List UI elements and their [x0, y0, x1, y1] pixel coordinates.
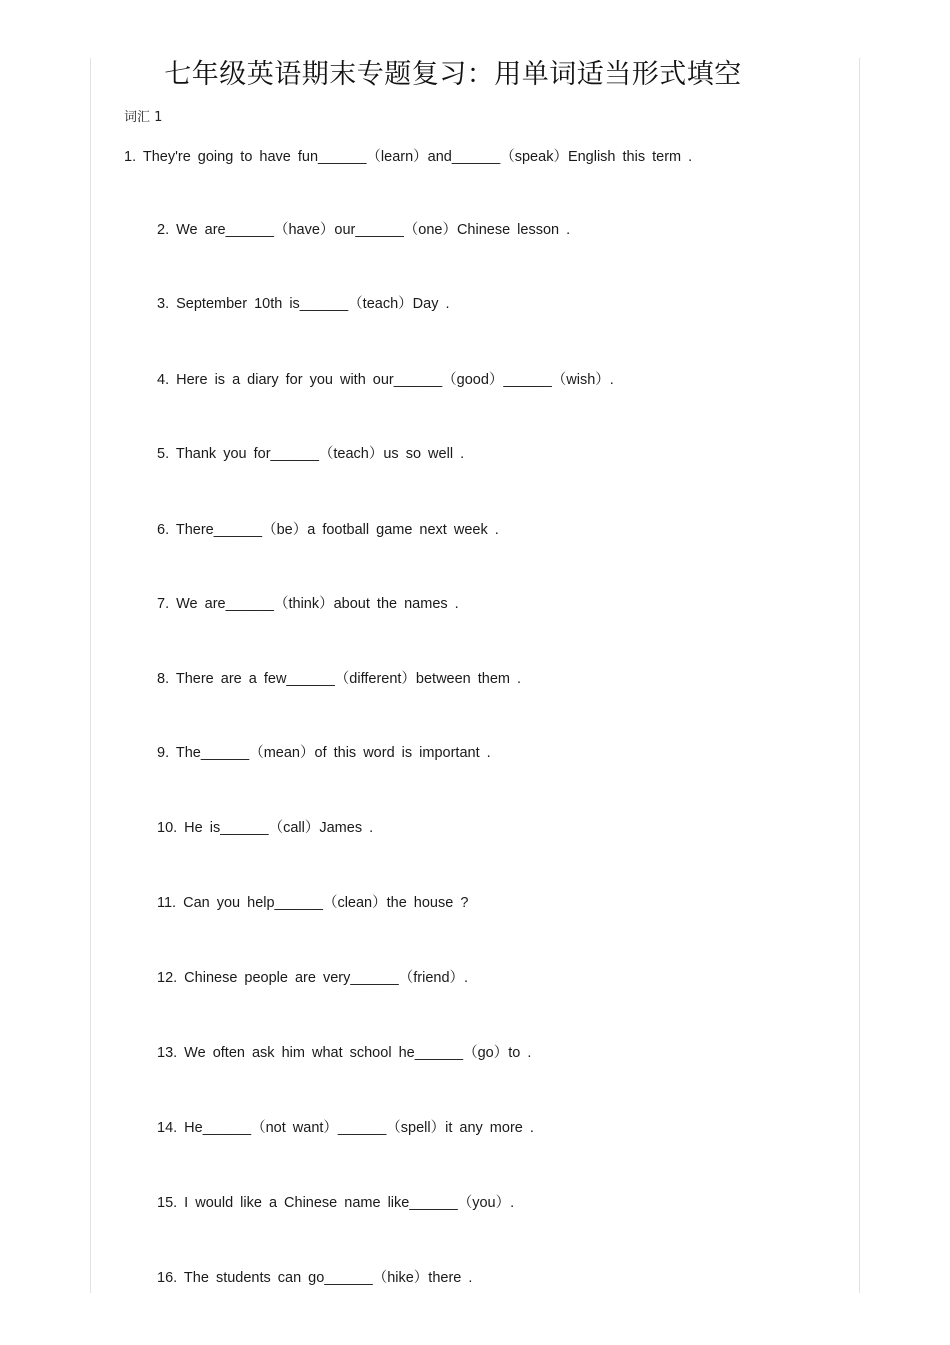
question-item: 16. The students can go______（hike）there .: [157, 1270, 473, 1286]
question-item: 2. We are______（have）our______（one）Chinese lesson .: [157, 222, 571, 238]
question-item: 7. We are______（think）about the names .: [157, 596, 459, 612]
question-item: 1. They're going to have fun______（learn）and______（speak）English this term .: [124, 149, 693, 165]
question-item: 8. There are a few______（different）between them .: [157, 671, 522, 687]
section-label: 词汇 1: [124, 110, 163, 125]
question-item: 3. September 10th is______（teach）Day .: [157, 296, 450, 312]
question-item: 9. The______（mean）of this word is important .: [157, 745, 491, 761]
question-item: 5. Thank you for______（teach）us so well .: [157, 446, 465, 462]
question-item: 13. We often ask him what school he______（go）to .: [157, 1045, 532, 1061]
question-item: 10. He is______（call）James .: [157, 820, 374, 836]
document-title: 七年级英语期末专题复习：用单词适当形式填空: [164, 59, 742, 90]
question-item: 4. Here is a diary for you with our______（good）______（wish）.: [157, 372, 614, 388]
page-border-left: [90, 58, 91, 1293]
question-item: 12. Chinese people are very______（friend）.: [157, 970, 469, 986]
question-item: 11. Can you help______（clean）the house ?: [157, 895, 469, 911]
page-border-right: [859, 58, 860, 1293]
question-item: 15. I would like a Chinese name like______（you）.: [157, 1195, 515, 1211]
question-item: 14. He______（not want）______（spell）it any more .: [157, 1120, 534, 1136]
question-item: 6. There______（be）a football game next week .: [157, 522, 499, 538]
